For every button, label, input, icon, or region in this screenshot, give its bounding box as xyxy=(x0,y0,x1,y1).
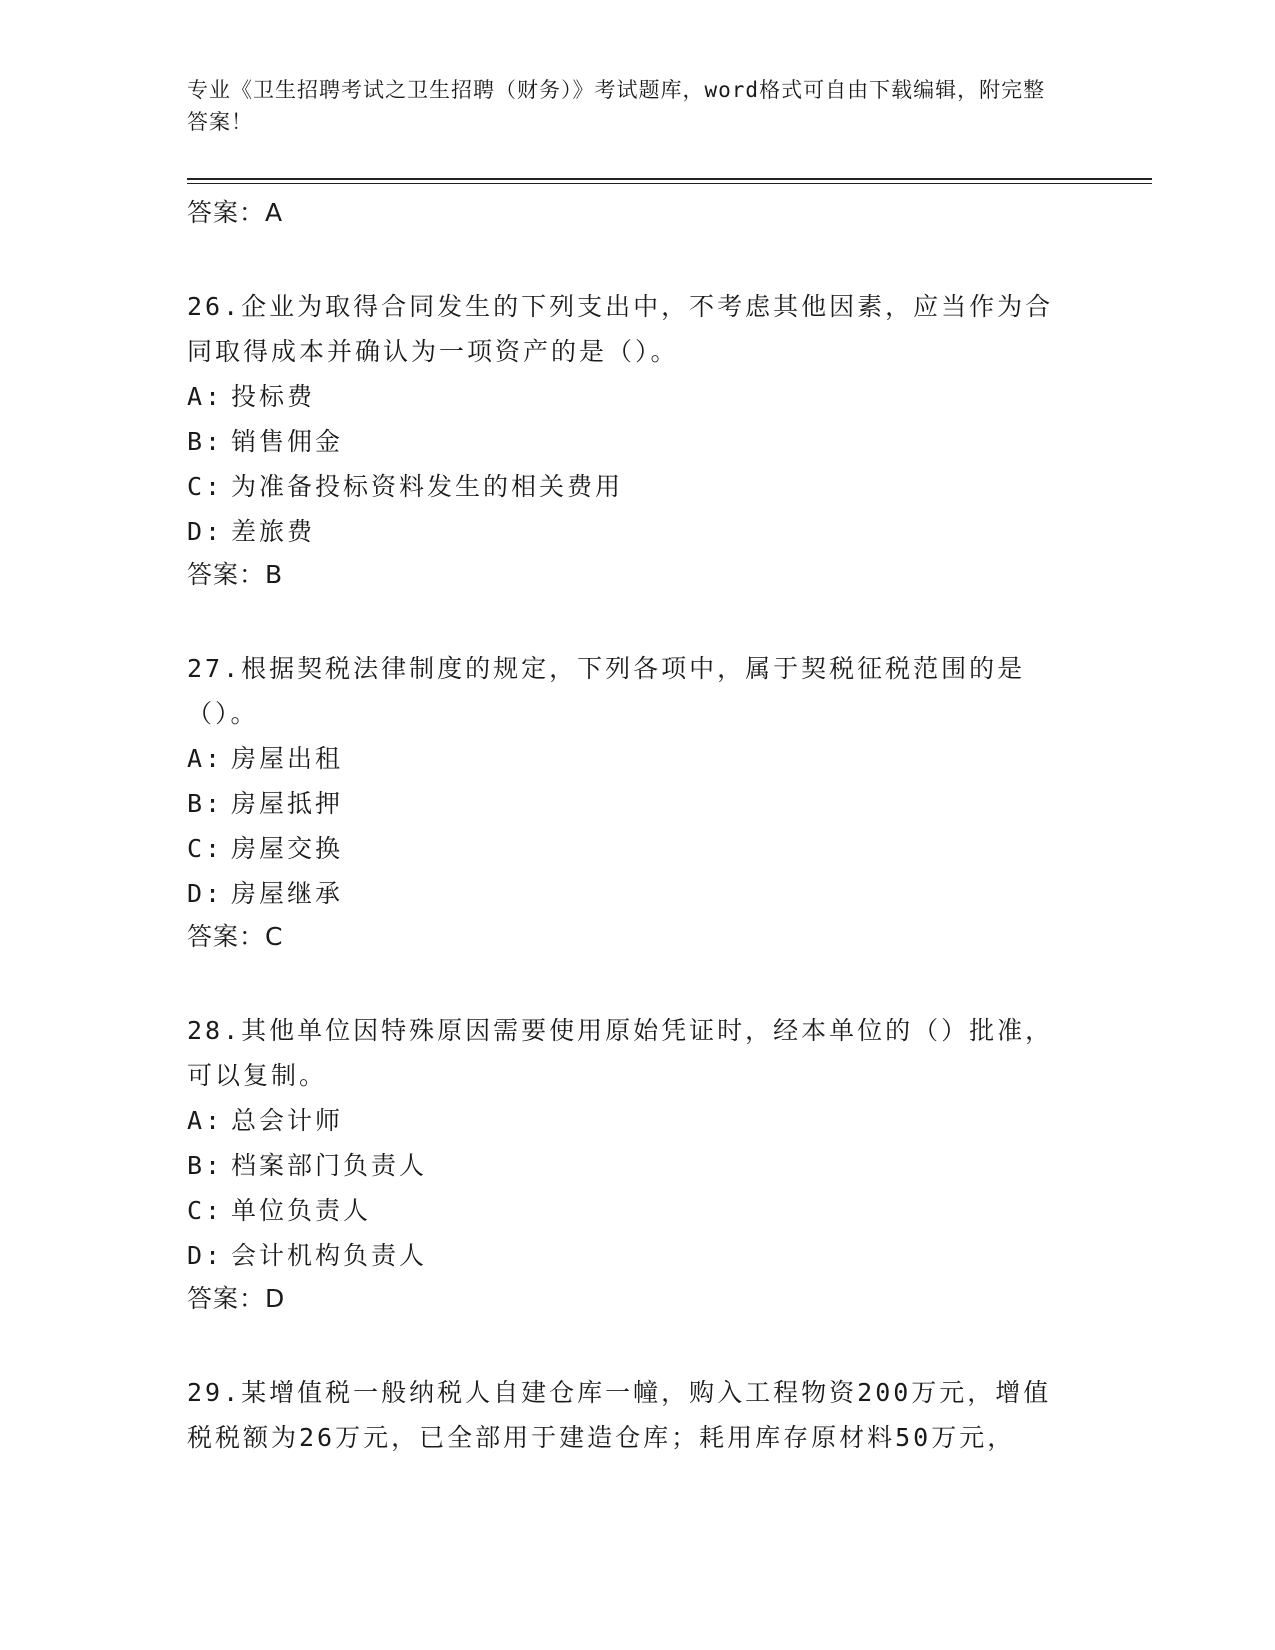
option-d xyxy=(187,1233,1087,1278)
option-letter: D: xyxy=(187,1241,224,1270)
answer-line: 答案：B xyxy=(187,560,284,589)
page-header: 专业《卫生招聘考试之卫生招聘（财务）》考试题库，word格式可自由下载编辑，附完整答案！ xyxy=(187,78,1046,134)
question-28 xyxy=(187,1008,1087,1320)
answer-line: 答案：D xyxy=(187,1284,286,1313)
question-text: 27.根据契税法律制度的规定，下列各项中，属于契税征税范围的是（）。 xyxy=(187,654,1026,728)
option-letter: B: xyxy=(187,1151,224,1180)
option-text: 为准备投标资料发生的相关费用 xyxy=(231,472,624,501)
option-a xyxy=(187,736,1087,781)
option-c xyxy=(187,826,1087,871)
question-text: 28.其他单位因特殊原因需要使用原始凭证时，经本单位的（）批准，可以复制。 xyxy=(187,1016,1054,1090)
spacer xyxy=(187,958,1087,1008)
option-b xyxy=(187,781,1087,826)
option-text: 差旅费 xyxy=(231,517,316,546)
document-body xyxy=(187,192,1087,1460)
spacer xyxy=(187,596,1087,646)
option-text: 档案部门负责人 xyxy=(231,1151,428,1180)
spacer xyxy=(187,234,1087,284)
option-text: 房屋出租 xyxy=(231,744,344,773)
option-letter: B: xyxy=(187,789,224,818)
option-letter: B: xyxy=(187,427,224,456)
option-text: 总会计师 xyxy=(231,1106,344,1135)
option-text: 会计机构负责人 xyxy=(231,1241,428,1270)
option-letter: C: xyxy=(187,472,224,501)
option-text: 房屋抵押 xyxy=(231,789,344,818)
option-letter: D: xyxy=(187,517,224,546)
question-26 xyxy=(187,284,1087,596)
question-29 xyxy=(187,1370,1087,1460)
option-letter: D: xyxy=(187,879,224,908)
question-27 xyxy=(187,646,1087,958)
option-text: 单位负责人 xyxy=(231,1196,372,1225)
option-text: 房屋继承 xyxy=(231,879,344,908)
option-text: 销售佣金 xyxy=(231,427,344,456)
answer-line: 答案：C xyxy=(187,922,284,951)
option-b xyxy=(187,1143,1087,1188)
option-text: 房屋交换 xyxy=(231,834,344,863)
option-d xyxy=(187,871,1087,916)
option-d xyxy=(187,509,1087,554)
option-letter: A: xyxy=(187,744,224,773)
spacer xyxy=(187,1320,1087,1370)
option-b xyxy=(187,419,1087,464)
question-text: 26.企业为取得合同发生的下列支出中，不考虑其他因素，应当作为合同取得成本并确认为一项资产的是（）。 xyxy=(187,292,1054,366)
option-a xyxy=(187,1098,1087,1143)
option-a xyxy=(187,374,1087,419)
answer-line: 答案：A xyxy=(187,198,284,227)
option-letter: C: xyxy=(187,1196,224,1225)
option-letter: C: xyxy=(187,834,224,863)
option-text: 投标费 xyxy=(231,382,316,411)
option-letter: A: xyxy=(187,1106,224,1135)
option-c xyxy=(187,464,1087,509)
option-letter: A: xyxy=(187,382,224,411)
question-text: 29.某增值税一般纳税人自建仓库一幢，购入工程物资200万元，增值税税额为26万元，已全部用于建造仓库；耗用库存原材料50万元， xyxy=(187,1378,1052,1452)
header-divider xyxy=(187,178,1152,184)
option-c xyxy=(187,1188,1087,1233)
